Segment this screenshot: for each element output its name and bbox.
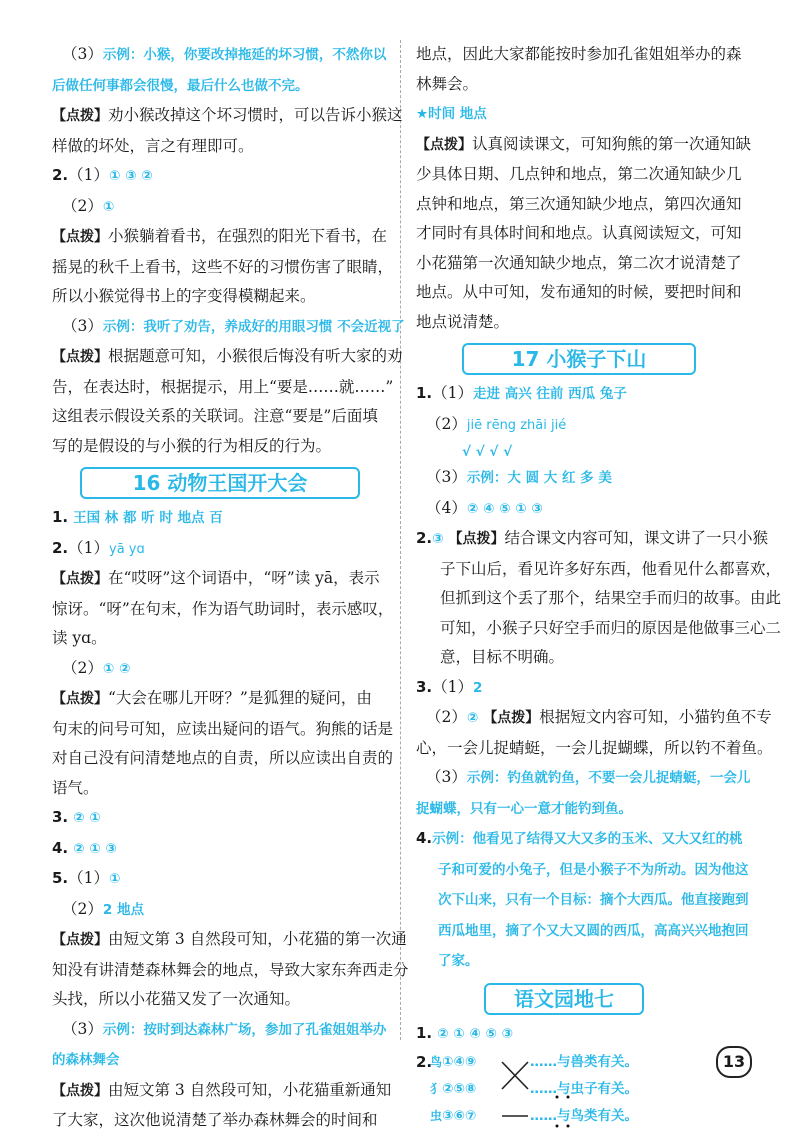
answer-line: 2.（1）① ③ ②	[52, 166, 153, 184]
text-line: 惊讶。“呀”在句末，作为语气助词时，表示感叹，	[52, 599, 394, 618]
text-line: 地点。从中可知，发布通知的时候，要把时间和	[416, 283, 742, 301]
answer-line: 1. ② ① ④ ⑤ ③	[416, 1023, 514, 1042]
match-row: 虫③⑥⑦ ……与鸟类有关。	[430, 1108, 638, 1124]
text-line: 告，在表达时，根据提示，用上“要是……就……”	[52, 377, 394, 396]
hint-line: 【点拨】在“哎呀”这个词语中，“呀”读 yā，表示	[52, 569, 380, 587]
page-number: 13	[716, 1046, 752, 1078]
text-line: 语气。	[52, 778, 99, 797]
text-line: 知没有讲清楚森林舞会的地点，导致大家东奔西走分	[52, 960, 409, 979]
text-line: 小花猫第一次通知缺少地点，第二次才说清楚了	[416, 253, 742, 272]
answer-line: 子和可爱的小兔子，但是小猴子不为所动。因为他这	[438, 861, 749, 878]
answer-line: （2）jiē rēng zhāi jié	[426, 414, 567, 433]
answer-line: 1. 王国 林 都 听 时 地点 百	[52, 508, 223, 526]
answer-line: 捉蝴蝶，只有一心一意才能钓到鱼。	[416, 800, 632, 817]
text-line: 意，目标不明确。	[440, 648, 565, 666]
hint-line: 【点拨】“大会在哪儿开呀？”是狐狸的疑问，由	[52, 689, 372, 707]
hint-line: 【点拨】小猴躺着看书，在强烈的阳光下看书，在	[52, 227, 388, 245]
hint-line: 【点拨】认真阅读课文，可知狗熊的第一次通知缺	[416, 134, 752, 153]
text-line: 这组表示假设关系的关联词。注意“要是”后面填	[52, 407, 378, 425]
hint-line: （2）② 【点拨】根据短文内容可知，小猫钓鱼不专	[426, 708, 772, 726]
answer-line: （2）①	[62, 196, 115, 215]
answer-line: （2）2 地点	[62, 899, 144, 918]
column-divider	[400, 40, 401, 1040]
hint-line: 【点拨】由短文第 3 自然段可知，小花猫重新通知	[52, 1080, 392, 1099]
answer-line: 2.（1）yā yɑ	[52, 538, 145, 557]
section-title-yuwenyuandi: 语文园地七	[484, 983, 644, 1015]
matching-exercise: 2. 鸟①④⑨ ……与兽类有关。 犭②⑤⑧ ……与虫子有关。 虫③⑥⑦ ……与鸟类有关。	[416, 1049, 756, 1135]
answer-line: 4.示例：他看见了结得又大又多的玉米、又大又红的桃	[416, 829, 743, 847]
text-line: 才同时有具体时间和地点。认真阅读短文，可知	[416, 224, 742, 242]
match-row: 鸟①④⑨ ……与兽类有关。	[430, 1054, 638, 1070]
answer-line: 了家。	[438, 953, 479, 969]
text-line: 地点说清楚。	[416, 312, 510, 331]
text-line: 但抓到这个丢了那个，结果空手而归的故事。由此	[440, 589, 782, 607]
answer-line: 4. ② ① ③	[52, 838, 117, 857]
answer-line: ★时间 地点	[416, 106, 487, 122]
answer-line: 后做任何事都会很慢，最后什么也做不完。	[52, 77, 309, 94]
text-line: 摇晃的秋千上看书，这些不好的习惯伤害了眼睛，	[52, 257, 394, 276]
text-line: 林舞会。	[416, 74, 479, 93]
text-line: 点钟和地点，第三次通知缺少地点，第四次通知	[416, 194, 742, 213]
match-row: 犭②⑤⑧ ……与虫子有关。	[430, 1081, 638, 1097]
answer-line: （3）示例：大 圆 大 红 多 美	[426, 468, 612, 486]
answer-line: √ √ √ √	[462, 444, 513, 460]
answer-line: 次下山来，只有一个目标：摘个大西瓜。他直接跑到	[438, 892, 749, 908]
text-line: 写的是假设的与小猴的行为相反的行为。	[52, 436, 332, 455]
hint-line: 【点拨】根据题意可知，小猴很后悔没有听大家的劝	[52, 347, 403, 365]
text-line: 所以小猴觉得书上的字变得模糊起来。	[52, 287, 316, 305]
hint-line: 【点拨】劝小猴改掉这个坏习惯时，可以告诉小猴这	[52, 106, 403, 124]
section-title-16: 16 动物王国开大会	[80, 467, 360, 499]
text-line: 了大家，这次他说清楚了举办森林舞会的时间和	[52, 1111, 378, 1129]
text-line: 少具体日期、几点钟和地点，第二次通知缺少几	[416, 165, 742, 183]
answer-line: （3）示例：钓鱼就钓鱼，不要一会儿捉蜻蜓，一会儿	[426, 768, 751, 786]
text-line: 子下山后，看见许多好东西，他看见什么都喜欢，	[440, 559, 782, 578]
hint-line: 2.③ 【点拨】结合课文内容可知，课文讲了一只小猴	[416, 529, 769, 547]
text-line: 可知，小猴子只好空手而归的原因是他做事三心二	[440, 618, 782, 637]
answer-line: （3）示例：按时到达森林广场，参加了孔雀姐姐举办	[62, 1019, 387, 1038]
answer-line: 西瓜地里，摘了个又大又圆的西瓜，高高兴兴地抱回	[438, 922, 749, 939]
text-line: 头找，所以小花猫又发了一次通知。	[52, 990, 301, 1008]
answer-line: （4）② ④ ⑤ ① ③	[426, 498, 543, 517]
right-column	[416, 40, 782, 1135]
text-line: 心，一会儿捉蜻蜓，一会儿捉蝴蝶，所以钓不着鱼。	[416, 738, 773, 757]
answer-line: 1.（1）走进 高兴 往前 西瓜 兔子	[416, 384, 627, 402]
answer-line: 的森林舞会	[52, 1052, 120, 1068]
text-line: 读 yɑ。	[52, 629, 107, 647]
text-line: 样做的坏处，言之有理即可。	[52, 136, 254, 155]
text-line: 句末的问号可知，应读出疑问的语气。狗熊的话是	[52, 719, 394, 738]
answer-line: （3）示例：我听了劝告，养成好的用眼习惯 不会近视了	[62, 316, 405, 335]
answer-line: （3）示例：小猴，你要改掉拖延的坏习惯，不然你以	[62, 45, 387, 63]
section-title-17: 17 小猴子下山	[462, 343, 696, 375]
text-line: 地点，因此大家都能按时参加孔雀姐姐举办的森	[416, 45, 742, 63]
left-column	[52, 40, 409, 1136]
answer-line: （2）① ②	[62, 658, 131, 677]
answer-line: 5.（1）①	[52, 869, 121, 887]
text-line: 对自己没有问清楚地点的自责，所以应读出自责的	[52, 749, 394, 767]
hint-line: 【点拨】由短文第 3 自然段可知，小花猫的第一次通	[52, 930, 407, 948]
answer-line: 3. ② ①	[52, 808, 101, 826]
answer-line: 3.（1）2	[416, 677, 483, 696]
